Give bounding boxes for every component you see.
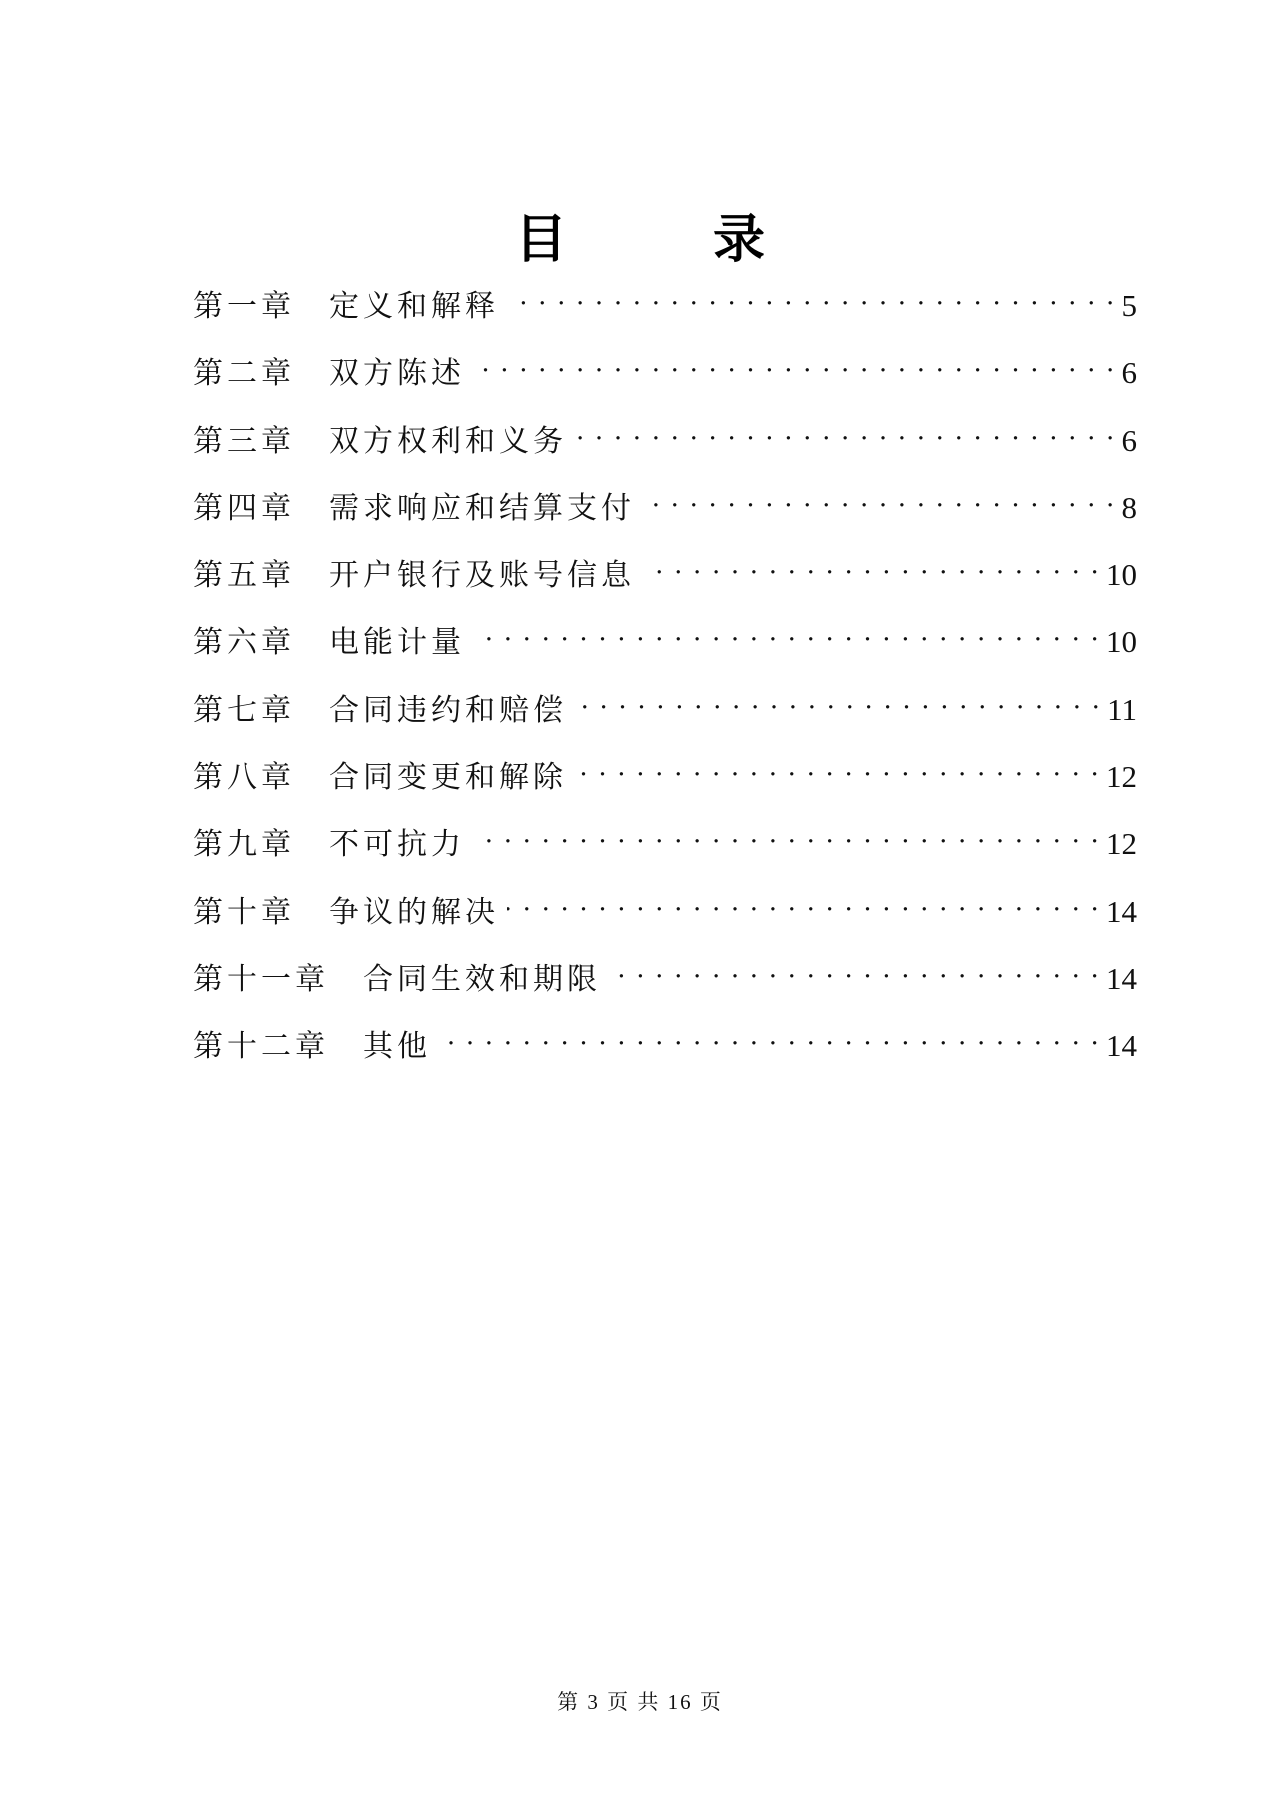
toc-chapter-heading: 合同变更和解除: [329, 760, 567, 796]
toc-page-number: 5: [1121, 288, 1137, 323]
toc-chapter-number: 第八章: [193, 760, 295, 796]
toc-page-number: 12: [1106, 759, 1137, 795]
toc-dot-leader: [507, 286, 1116, 316]
toc-dot-leader: [473, 353, 1116, 383]
toc-chapter-number: 第十二章: [193, 1029, 329, 1065]
toc-page-number: 6: [1121, 422, 1137, 458]
toc-entry[interactable]: [193, 353, 1137, 420]
toc-dot-leader: [575, 421, 1116, 451]
toc-page-number: 14: [1106, 1028, 1137, 1064]
toc-chapter-heading: 双方陈述: [329, 356, 465, 392]
toc-chapter-number: 第九章: [193, 827, 295, 863]
toc-chapter-heading: 双方权利和义务: [329, 423, 567, 459]
toc-chapter-number: 第二章: [193, 356, 295, 392]
toc-chapter-number: 第三章: [193, 423, 295, 459]
toc-chapter-heading: 合同生效和期限: [363, 961, 601, 997]
toc-chapter-number: 第十一章: [193, 961, 329, 997]
toc-dot-leader: [507, 892, 1100, 922]
toc-chapter-heading: 开户银行及账号信息: [329, 558, 635, 594]
toc-chapter-number: 第一章: [193, 289, 295, 324]
toc-page-number: 8: [1121, 489, 1137, 525]
toc-page-number: 10: [1106, 624, 1137, 660]
toc-entry[interactable]: [193, 421, 1137, 488]
toc-chapter-heading: 争议的解决: [329, 894, 499, 930]
toc-page-number: 14: [1106, 893, 1137, 929]
toc-entry[interactable]: [193, 824, 1137, 891]
toc-entry[interactable]: [193, 892, 1137, 959]
table-of-contents: [193, 286, 1137, 1094]
toc-dot-leader: [643, 488, 1116, 518]
toc-entry[interactable]: [193, 959, 1137, 1026]
toc-chapter-heading: 定义和解释: [329, 289, 499, 324]
toc-dot-leader: [575, 690, 1101, 720]
toc-dot-leader: [609, 959, 1100, 989]
page-footer: 第 3 页 共 16 页: [557, 1690, 723, 1714]
toc-chapter-heading: 电能计量: [329, 625, 465, 661]
toc-dot-leader: [439, 1026, 1100, 1056]
toc-chapter-number: 第四章: [193, 490, 295, 526]
toc-entry[interactable]: [193, 757, 1137, 824]
toc-chapter-heading: 需求响应和结算支付: [329, 490, 635, 526]
toc-chapter-heading: 其他: [363, 1029, 431, 1065]
toc-chapter-number: 第五章: [193, 558, 295, 594]
toc-chapter-number: 第十章: [193, 894, 295, 930]
toc-entry[interactable]: [193, 1026, 1137, 1093]
toc-page-number: 11: [1107, 691, 1137, 727]
toc-dot-leader: [643, 555, 1100, 585]
toc-page-number: 14: [1106, 960, 1137, 996]
toc-chapter-number: 第六章: [193, 625, 295, 661]
toc-dot-leader: [473, 824, 1100, 854]
toc-entry[interactable]: [193, 622, 1137, 689]
toc-dot-leader: [575, 757, 1100, 787]
toc-page-number: 12: [1106, 826, 1137, 862]
toc-entry[interactable]: [193, 286, 1137, 353]
toc-title: 目 录: [514, 210, 830, 270]
toc-page-number: 6: [1121, 355, 1137, 391]
toc-chapter-number: 第七章: [193, 692, 295, 728]
toc-entry[interactable]: [193, 690, 1137, 757]
toc-entry[interactable]: [193, 555, 1137, 622]
toc-chapter-heading: 不可抗力: [329, 827, 465, 863]
toc-entry[interactable]: [193, 488, 1137, 555]
toc-page-number: 10: [1106, 557, 1137, 593]
toc-dot-leader: [473, 622, 1100, 652]
toc-chapter-heading: 合同违约和赔偿: [329, 692, 567, 728]
